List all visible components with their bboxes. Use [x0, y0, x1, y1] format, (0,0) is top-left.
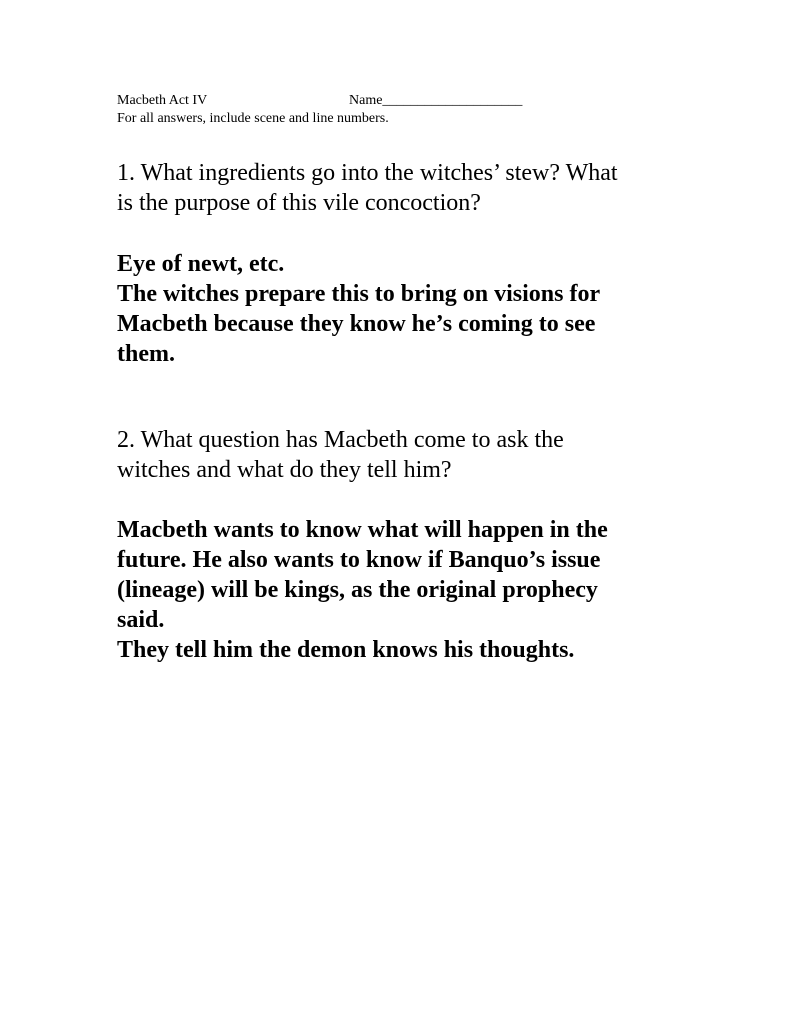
worksheet-title: Macbeth Act IV: [117, 93, 208, 108]
answer-line: them.: [117, 341, 175, 367]
answer-line: Macbeth wants to know what will happen in the: [117, 517, 608, 543]
question-2: [117, 425, 717, 485]
answer-line: The witches prepare this to bring on visions for: [117, 281, 601, 307]
answer-line: future. He also wants to know if Banquo’s issue: [117, 547, 601, 573]
question-line: is the purpose of this vile concoction?: [117, 190, 481, 216]
question-1: [117, 158, 717, 218]
answer-line: said.: [117, 607, 165, 633]
answer-line: Eye of newt, etc.: [117, 251, 285, 277]
answer-1: [117, 249, 717, 369]
worksheet-header: [117, 92, 523, 128]
question-line: 2. What question has Macbeth come to ask the: [117, 427, 564, 453]
question-line: 1. What ingredients go into the witches’ stew? What: [117, 160, 618, 186]
header-title-row: [117, 92, 523, 110]
answer-line: They tell him the demon knows his thoughts.: [117, 637, 575, 663]
instructions-text: For all answers, include scene and line numbers.: [117, 111, 389, 126]
name-field: Name____________________: [349, 93, 523, 108]
answer-line: Macbeth because they know he’s coming to see: [117, 311, 596, 337]
answer-2: [117, 515, 717, 665]
question-line: witches and what do they tell him?: [117, 457, 452, 483]
answer-line: (lineage) will be kings, as the original prophecy: [117, 577, 598, 603]
